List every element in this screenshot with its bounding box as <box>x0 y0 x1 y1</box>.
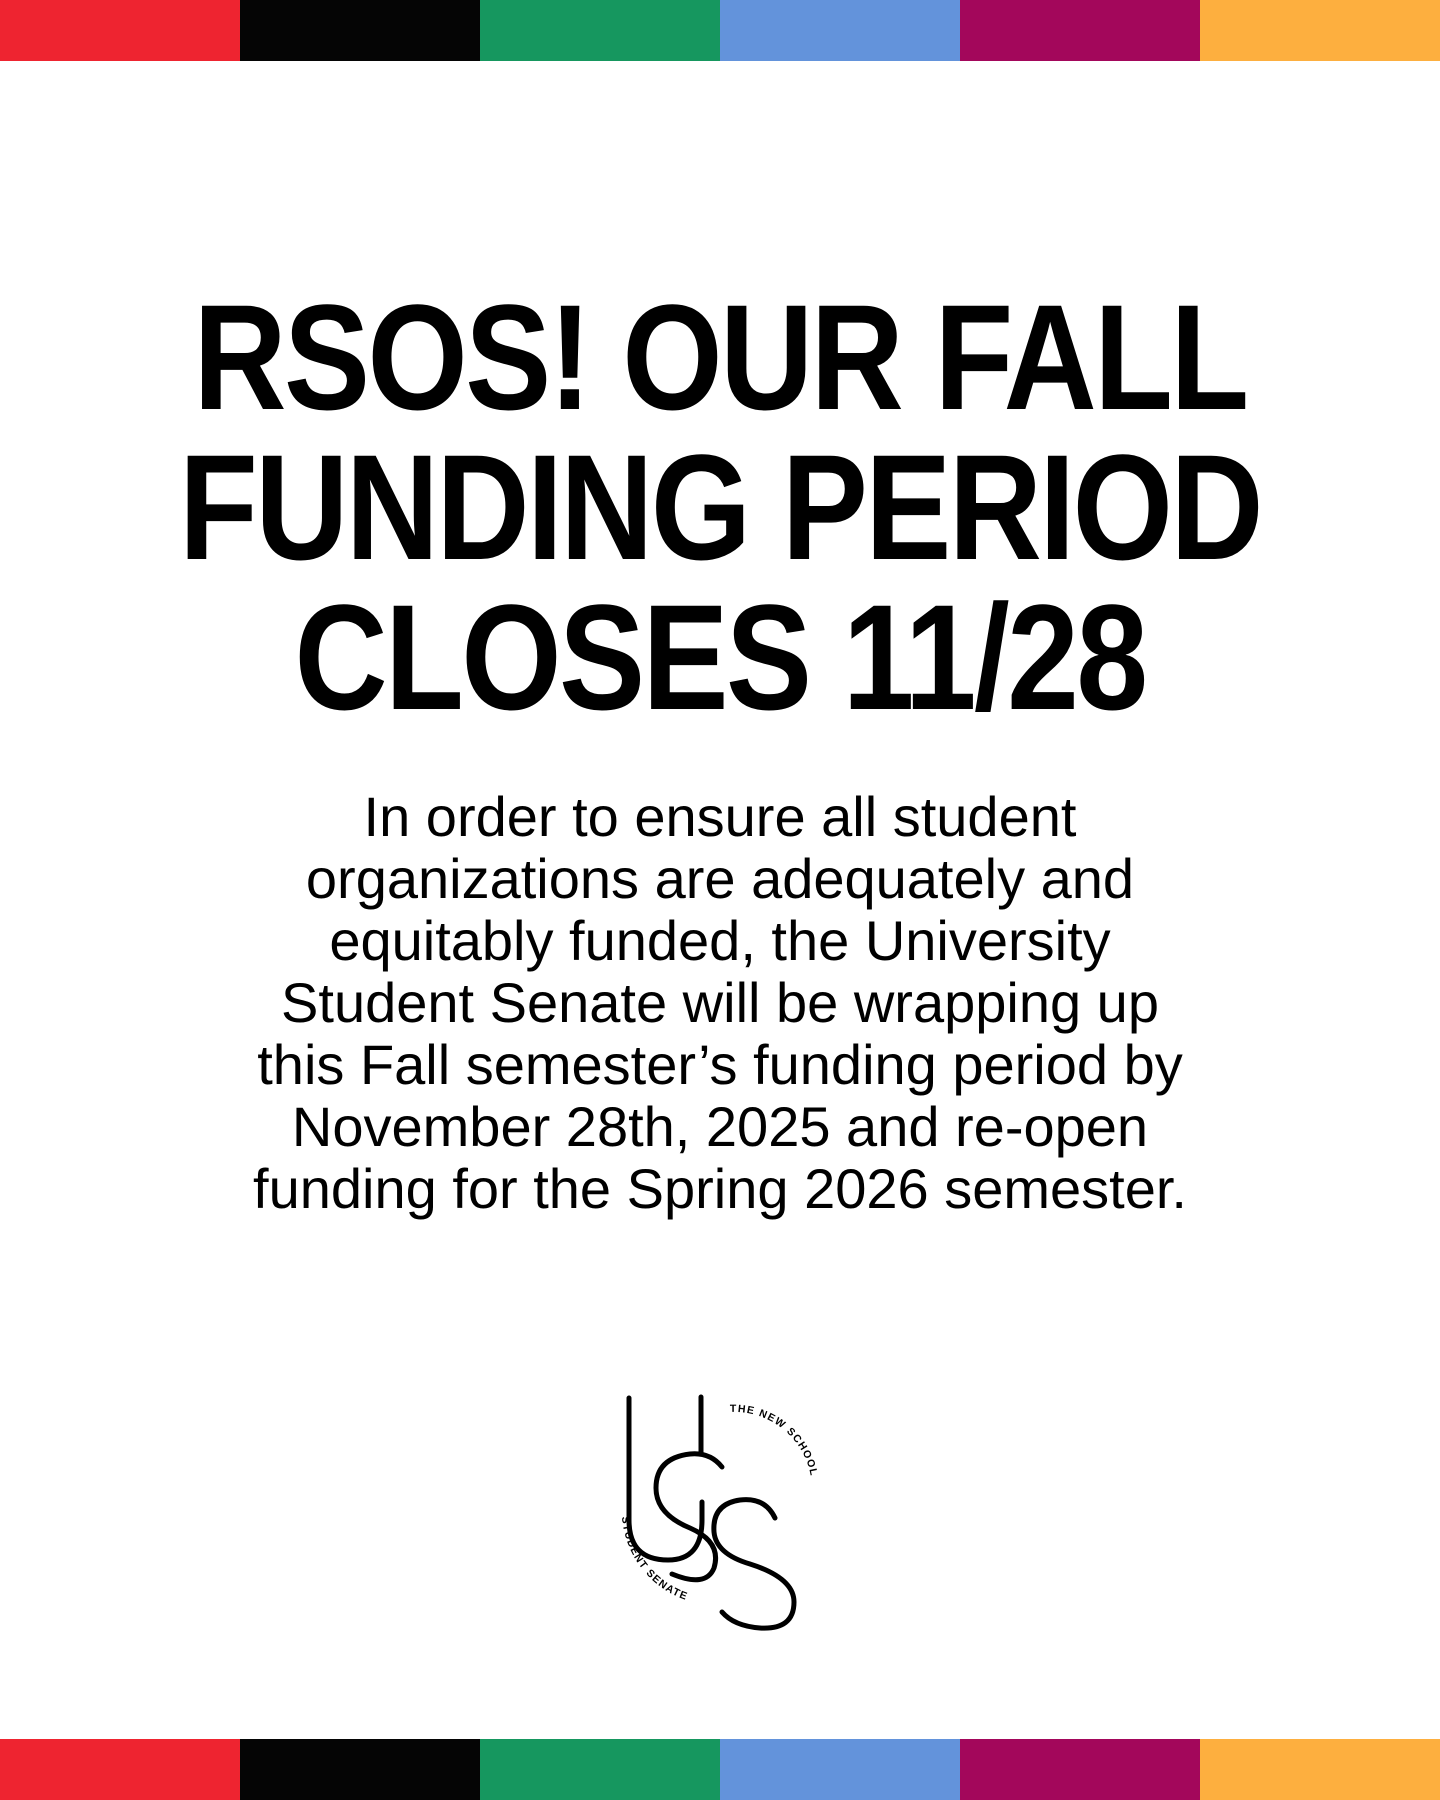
stripe-red <box>0 0 240 61</box>
stripe-red <box>0 1739 240 1800</box>
top-color-stripe-bar <box>0 0 1440 61</box>
letter-s-second <box>714 1500 794 1629</box>
announcement-body <box>60 786 1380 1220</box>
stripe-orange <box>1200 1739 1440 1800</box>
body-line-5: this Fall semester’s funding period by <box>257 1033 1183 1096</box>
stripe-black <box>240 0 480 61</box>
stripe-magenta <box>960 1739 1200 1800</box>
bottom-color-stripe-bar <box>0 1739 1440 1800</box>
stripe-black <box>240 1739 480 1800</box>
body-line-4: Student Senate will be wrapping up <box>281 971 1159 1034</box>
logo-text-top: THE NEW SCHOOL <box>729 1402 820 1478</box>
uss-monogram-logo <box>610 1392 840 1632</box>
letter-u <box>629 1398 702 1560</box>
stripe-orange <box>1200 0 1440 61</box>
stripe-green <box>480 1739 720 1800</box>
headline <box>101 273 1339 741</box>
monogram-strokes <box>629 1397 794 1628</box>
headline-line-3: CLOSES 11/28 <box>294 573 1146 741</box>
stripe-magenta <box>960 0 1200 61</box>
body-line-3: equitably funded, the University <box>329 909 1111 972</box>
headline-line-1: RSOS! OUR FALL <box>193 273 1247 441</box>
stripe-blue <box>720 0 960 61</box>
headline-line-2: FUNDING PERIOD <box>179 423 1261 591</box>
stripe-green <box>480 0 720 61</box>
body-line-1: In order to ensure all student <box>363 785 1077 848</box>
stripe-blue <box>720 1739 960 1800</box>
body-line-7: funding for the Spring 2026 semester. <box>253 1157 1187 1220</box>
body-line-2: organizations are adequately and <box>305 847 1135 910</box>
logo-text-bottom: STUDENT SENATE <box>618 1515 690 1604</box>
body-line-6: November 28th, 2025 and re-open <box>291 1095 1149 1158</box>
